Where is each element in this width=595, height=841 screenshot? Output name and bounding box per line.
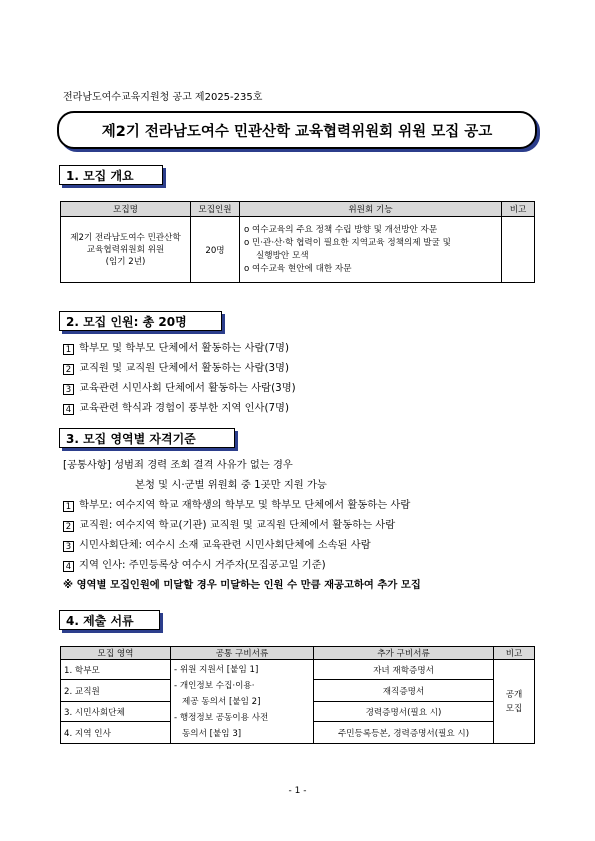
th-function: 위원회 기능: [240, 202, 502, 217]
note: ※ 영역별 모집인원에 미달할 경우 미달하는 인원 수 만큼 재공고하여 추가 모집: [63, 579, 421, 591]
list-item: [63, 398, 296, 418]
th-remark: 비고: [502, 202, 535, 217]
recruit-name-cell: [61, 217, 191, 283]
qualification-list: [63, 455, 421, 595]
list-item: [63, 338, 296, 358]
list-item: [63, 515, 421, 535]
remark-line: 공개: [505, 689, 523, 700]
function-line: o 여수교육 현안에 대한 자문: [244, 263, 352, 274]
recruit-count: 20명: [191, 217, 240, 283]
item-number: 4: [63, 561, 74, 572]
th-remark: 비고: [494, 647, 535, 660]
list-item: [63, 378, 296, 398]
item-text: 학부모: 여수지역 학교 재학생의 학부모 및 학부모 단체에서 활동하는 사람: [79, 499, 411, 511]
recruit-name-line: 제2기 전라남도여수 민관산학: [70, 232, 181, 243]
section-1-heading: 1. 모집 개요: [59, 165, 163, 185]
item-number: 2: [63, 364, 74, 375]
th-area: 모집 영역: [61, 647, 171, 660]
list-item: [63, 535, 421, 555]
item-number: 1: [63, 344, 74, 355]
th-extra-docs: 추가 구비서류: [314, 647, 494, 660]
page-number: - 1 -: [288, 786, 307, 796]
area-cell: 3. 시민사회단체: [61, 702, 171, 722]
list-item: [63, 358, 296, 378]
remark-cell: [494, 660, 535, 744]
item-number: 3: [63, 541, 74, 552]
remark-cell: [502, 217, 535, 283]
recruit-count-list: [63, 338, 296, 418]
common-requirement: [공통사항] 성범죄 경력 조회 결격 사유가 없는 경우: [63, 459, 293, 471]
item-number: 3: [63, 384, 74, 395]
list-item: [63, 495, 421, 515]
documents-table: [60, 646, 535, 744]
item-number: 2: [63, 521, 74, 532]
th-name: 모집명: [61, 202, 191, 217]
common-requirement: 본청 및 시·군별 위원회 중 1곳만 지원 가능: [135, 479, 327, 491]
item-text: 학부모 및 학부모 단체에서 활동하는 사람(7명): [79, 342, 289, 354]
doc-line: - 개인정보 수집·이용·: [174, 680, 255, 691]
doc-line: - 위원 지원서 [붙임 1]: [174, 664, 259, 675]
recruit-name-line: (임기 2년): [105, 256, 146, 267]
section-4-heading: 4. 제출 서류: [59, 610, 160, 630]
item-text: 교직원: 여수지역 학교(기관) 교직원 및 교직원 단체에서 활동하는 사람: [79, 519, 396, 531]
th-common-docs: 공통 구비서류: [171, 647, 314, 660]
doc-line: - 행정정보 공동이용 사전: [174, 712, 269, 723]
function-line: 실행방안 모색: [256, 250, 309, 261]
area-cell: 2. 교직원: [61, 680, 171, 702]
th-count: 모집인원: [191, 202, 240, 217]
function-cell: [240, 217, 502, 283]
item-text: 지역 인사: 주민등록상 여수시 거주자(모집공고일 기준): [79, 559, 326, 571]
function-line: o 여수교육의 주요 정책 수립 방향 및 개선방안 자문: [244, 224, 438, 235]
item-number: 1: [63, 501, 74, 512]
recruit-name-line: 교육협력위원회 위원: [86, 244, 165, 255]
section-2-heading: 2. 모집 인원: 총 20명: [59, 311, 222, 331]
item-number: 4: [63, 404, 74, 415]
section-3-heading: 3. 모집 영역별 자격기준: [59, 428, 235, 448]
remark-line: 모집: [505, 703, 523, 714]
item-text: 교육관련 학식과 경험이 풍부한 지역 인사(7명): [79, 402, 289, 414]
item-text: 교직원 및 교직원 단체에서 활동하는 사람(3명): [79, 362, 289, 374]
area-cell: 4. 지역 인사: [61, 722, 171, 744]
function-line: o 민·관·산·학 협력이 필요한 지역교육 정책의제 발굴 및: [244, 237, 451, 248]
notice-number: 전라남도여수교육지원청 공고 제2025-235호: [63, 92, 263, 103]
list-item: [63, 555, 421, 575]
item-text: 시민사회단체: 여수시 소재 교육관련 시민사회단체에 소속된 사람: [79, 539, 371, 551]
item-text: 교육관련 시민사회 단체에서 활동하는 사람(3명): [79, 382, 296, 394]
page-title: 제2기 전라남도여수 민관산학 교육협력위원회 위원 모집 공고: [57, 111, 537, 149]
extra-doc-cell: 재직증명서: [314, 680, 494, 702]
area-cell: 1. 학부모: [61, 660, 171, 680]
common-docs-cell: [171, 660, 314, 744]
overview-table: [60, 201, 535, 283]
doc-line: 동의서 [붙임 3]: [182, 728, 242, 739]
extra-doc-cell: 자녀 재학증명서: [314, 660, 494, 680]
extra-doc-cell: 경력증명서(필요 시): [314, 702, 494, 722]
doc-line: 제공 동의서 [붙임 2]: [182, 696, 261, 707]
extra-doc-cell: 주민등록등본, 경력증명서(필요 시): [314, 722, 494, 744]
